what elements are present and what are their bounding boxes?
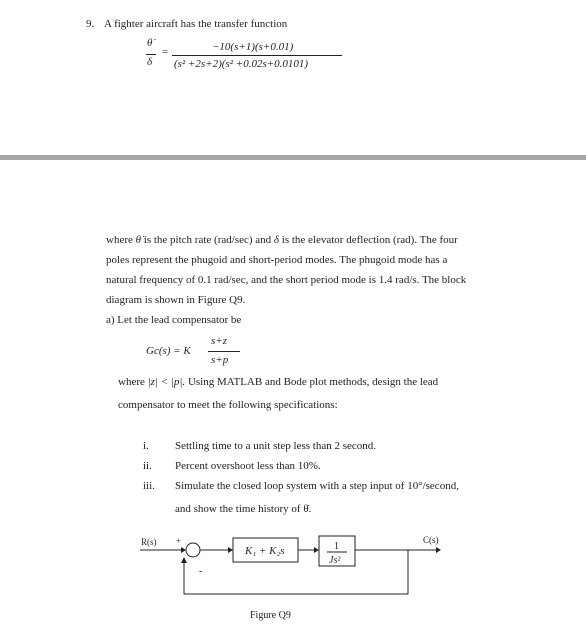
figure-caption: Figure Q9: [250, 610, 291, 621]
controller-arrow-head: [228, 547, 233, 553]
part-a-heading: a) Let the lead compensator be: [106, 314, 242, 326]
gc-denominator: s+p: [211, 354, 229, 366]
feedback-arrow-head: [181, 557, 187, 563]
plant-arrow-head: [314, 547, 319, 553]
para1-line2: poles represent the phugoid and short-period modes. The phugoid mode has a: [106, 254, 448, 266]
para1-line3: natural frequency of 0.1 rad/sec, and the short period mode is 1.4 rad/s. The block: [106, 274, 467, 286]
plant-numerator: 1: [334, 541, 339, 552]
para1-theta-dot: θ̇: [135, 234, 142, 246]
block-diagram: [0, 530, 586, 640]
plant-denominator: Js²: [329, 555, 341, 566]
page-separator: [0, 155, 586, 160]
gc-lhs: Gc(s) = K: [146, 345, 191, 357]
para1-pitch-rate: is the pitch rate (rad/sec) and: [143, 234, 272, 246]
where2-condition: |z| < |p|.: [147, 376, 186, 388]
tf-equals: =: [162, 46, 169, 58]
para1-delta: δ: [273, 234, 280, 246]
summing-junction: [186, 543, 200, 557]
spec-text: Settling time to a unit step less than 2 second.: [175, 440, 377, 452]
spec-text: Simulate the closed loop system with a step input of 10°/second,: [175, 480, 459, 492]
tf-denominator: (s² +2s+2)(s² +0.02s+0.0101): [174, 58, 309, 70]
question-number: 9.: [86, 18, 95, 30]
para1-elevator: is the elevator deflection (rad). The four: [281, 234, 458, 246]
feedback-path: [184, 550, 408, 594]
plus-sign: +: [176, 536, 182, 546]
spec-num: i.: [143, 440, 149, 452]
controller-label: K₁ + K₂s: [245, 545, 285, 557]
tf-lhs-denominator: δ: [147, 56, 153, 68]
input-arrow-head: [181, 547, 186, 553]
spec-text: Percent overshoot less than 10%.: [175, 460, 321, 472]
para1-where: where: [106, 234, 133, 246]
gc-fraction-bar: [208, 351, 240, 352]
para1-line4: diagram is shown in Figure Q9.: [106, 294, 246, 306]
tf-lhs-fraction-bar: [146, 54, 156, 55]
spec-num: iii.: [143, 480, 155, 492]
tf-numerator: −10(s+1)(s+0.01): [212, 41, 294, 53]
question-intro: A fighter aircraft has the transfer function: [104, 18, 288, 30]
para1-line1: [106, 234, 458, 246]
where2-line2: compensator to meet the following specifications:: [118, 399, 338, 411]
spec-text: and show the time history of θ̇.: [175, 503, 312, 515]
where2-where: where: [118, 376, 145, 388]
spec-num: ii.: [143, 460, 152, 472]
gc-numerator: s+z: [211, 335, 227, 347]
where2-using: Using MATLAB and Bode plot methods, design the lead: [187, 376, 439, 388]
output-label: C(s): [423, 535, 439, 545]
minus-sign: -: [199, 566, 203, 577]
where2-line1: [118, 376, 438, 388]
output-arrow-head: [436, 547, 441, 553]
input-label: R(s): [141, 537, 157, 547]
tf-lhs-numerator: θ̇: [147, 37, 153, 49]
tf-fraction-bar: [172, 55, 342, 56]
